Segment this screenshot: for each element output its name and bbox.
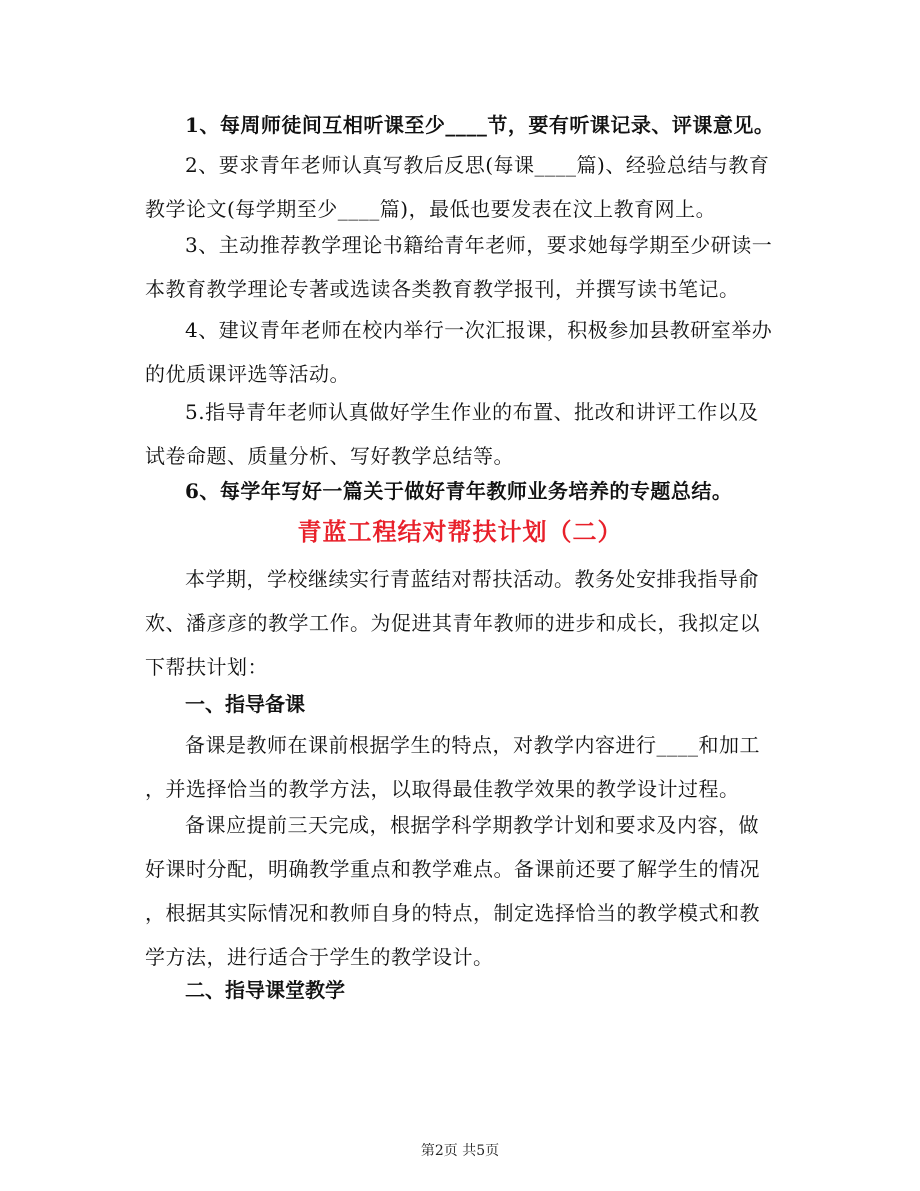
- list-item-1-text: 1、每周师徒间互相听课至少____节，要有听课记录、评课意见。: [185, 113, 775, 137]
- list-item-4: 4、建议青年老师在校内举行一次汇报课，积极参加县教研室举办 的优质课评选等活动。: [145, 318, 773, 386]
- list-item-6: 6、每学年写好一篇关于做好青年教师业务培养的专题总结。: [185, 479, 733, 503]
- list-item-2: 2、要求青年老师认真写教后反思(每课____篇)、经验总结与教育 教学论文(每学期至少____篇)，最低也要发表在汶上教育网上。: [145, 153, 770, 221]
- heading-guide-lesson-prep: 一、指导备课: [185, 692, 305, 716]
- heading-guide-classroom-teaching: 二、指导课堂教学: [185, 978, 345, 1002]
- list-item-1: [145, 103, 785, 147]
- section-title: 青蓝工程结对帮扶计划（二）: [297, 517, 623, 546]
- intro-paragraph: 本学期，学校继续实行青蓝结对帮扶活动。教务处安排我指导俞 欢、潘彦彦的教学工作。为促进其青年教师的进步和成长，我拟定以 下帮扶计划：: [145, 567, 760, 679]
- page-number-footer: 第2页 共5页: [420, 1143, 500, 1159]
- lesson-prep-paragraph-1: 备课是教师在课前根据学生的特点，对教学内容进行____和加工 ，并选择恰当的教学方法，以取得最佳教学效果的教学设计过程。: [145, 733, 760, 801]
- list-item-3: 3、主动推荐教学理论书籍给青年老师，要求她每学期至少研读一 本教育教学理论专著或选读各类教育教学报刊，并撰写读书笔记。: [145, 233, 773, 301]
- lesson-prep-paragraph-2: 备课应提前三天完成，根据学科学期教学计划和要求及内容，做 好课时分配，明确教学重点和教学难点。备课前还要了解学生的情况 ，根据其实际情况和教师自身的特点，制定选择恰当的教学模式和教 学方法，进行适合于学生的教学设计。: [145, 813, 760, 969]
- list-item-5: 5.指导青年老师认真做好学生作业的布置、批改和讲评工作以及 试卷命题、质量分析、写好教学总结等。: [145, 400, 759, 468]
